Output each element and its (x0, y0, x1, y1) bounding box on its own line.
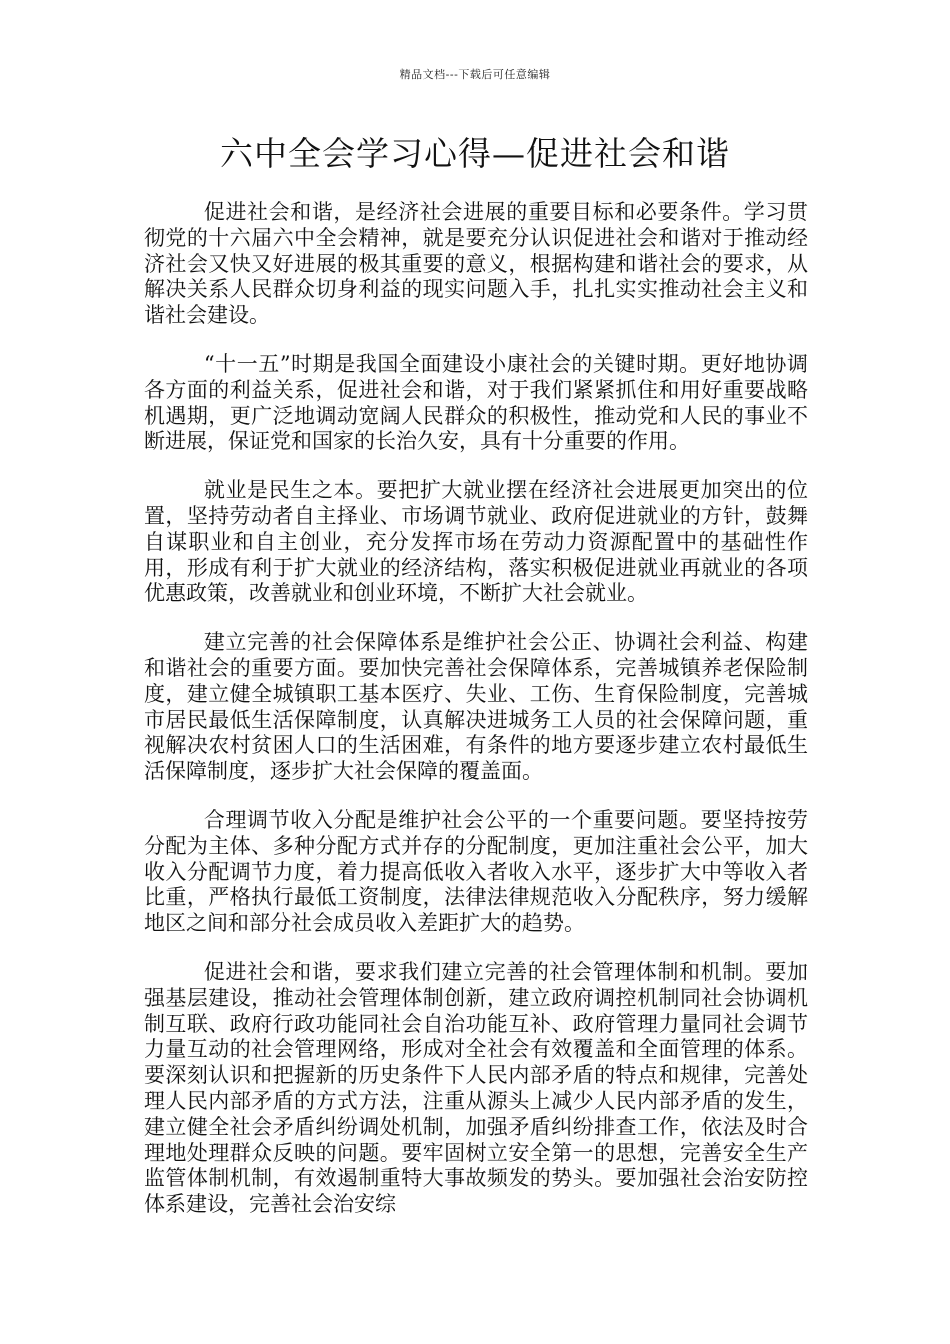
document-body (144, 200, 808, 1241)
document-title: 六中全会学习心得—促进社会和谐 (220, 134, 730, 173)
paragraph-social-harmony-goal: 促进社会和谐，是经济社会进展的重要目标和必要条件。学习贯彻党的十六届六中全会精神，就是要充分认识促进社会和谐对于推动经济社会又快又好进展的极其重要的意义，根据构建和谐社会的要求，从解决关系人民群众切身利益的现实问题入手，扎扎实实推动社会主义和谐社会建设。 (144, 200, 808, 328)
paragraph-employment: 就业是民生之本。要把扩大就业摆在经济社会进展更加突出的位置，坚持劳动者自主择业、市场调节就业、政府促进就业的方针，鼓舞自谋职业和自主创业，充分发挥市场在劳动力资源配置中的基础性作用，形成有利于扩大就业的经济结构，落实积极促进就业再就业的各项优惠政策，改善就业和创业环境，不断扩大社会就业。 (144, 478, 808, 606)
page-header-note: 精品文档---下载后可任意编辑 (399, 68, 551, 81)
paragraph-social-management: 促进社会和谐，要求我们建立完善的社会管理体制和机制。要加强基层建设，推动社会管理体制创新，建立政府调控机制同社会协调机制互联、政府行政功能同社会自治功能互补、政府管理力量同社会调节力量互动的社会管理网络，形成对全社会有效覆盖和全面管理的体系。要深刻认识和把握新的历史条件下人民内部矛盾的特点和规律，完善处理人民内部矛盾的方式方法，注重从源头上减少人民内部矛盾的发生，建立健全社会矛盾纠纷调处机制，加强矛盾纠纷排查工作，依法及时合理地处理群众反映的问题。要牢固树立安全第一的思想，完善安全生产监管体制机制，有效遏制重特大事故频发的势头。要加强社会治安防控体系建设，完善社会治安综 (144, 959, 808, 1217)
paragraph-social-security: 建立完善的社会保障体系是维护社会公正、协调社会利益、构建和谐社会的重要方面。要加快完善社会保障体系，完善城镇养老保险制度，建立健全城镇职工基本医疗、失业、工伤、生育保险制度，完善城市居民最低生活保障制度，认真解决进城务工人员的社会保障问题，重视解决农村贫困人口的生活困难，有条件的地方要逐步建立农村最低生活保障制度，逐步扩大社会保障的覆盖面。 (144, 630, 808, 784)
paragraph-eleventh-five-year-plan: “十一五”时期是我国全面建设小康社会的关键时期。更好地协调各方面的利益关系，促进社会和谐，对于我们紧紧抓住和用好重要战略机遇期，更广泛地调动宽阔人民群众的积极性，推动党和人民的事业不断进展，保证党和国家的长治久安，具有十分重要的作用。 (144, 351, 808, 454)
paragraph-income-distribution: 合理调节收入分配是维护社会公平的一个重要问题。要坚持按劳分配为主体、多种分配方式并存的分配制度，更加注重社会公平，加大收入分配调节力度，着力提高低收入者收入水平，逐步扩大中等收入者比重，严格执行最低工资制度，法律法律规范收入分配秩序，努力缓解地区之间和部分社会成员收入差距扩大的趋势。 (144, 807, 808, 936)
